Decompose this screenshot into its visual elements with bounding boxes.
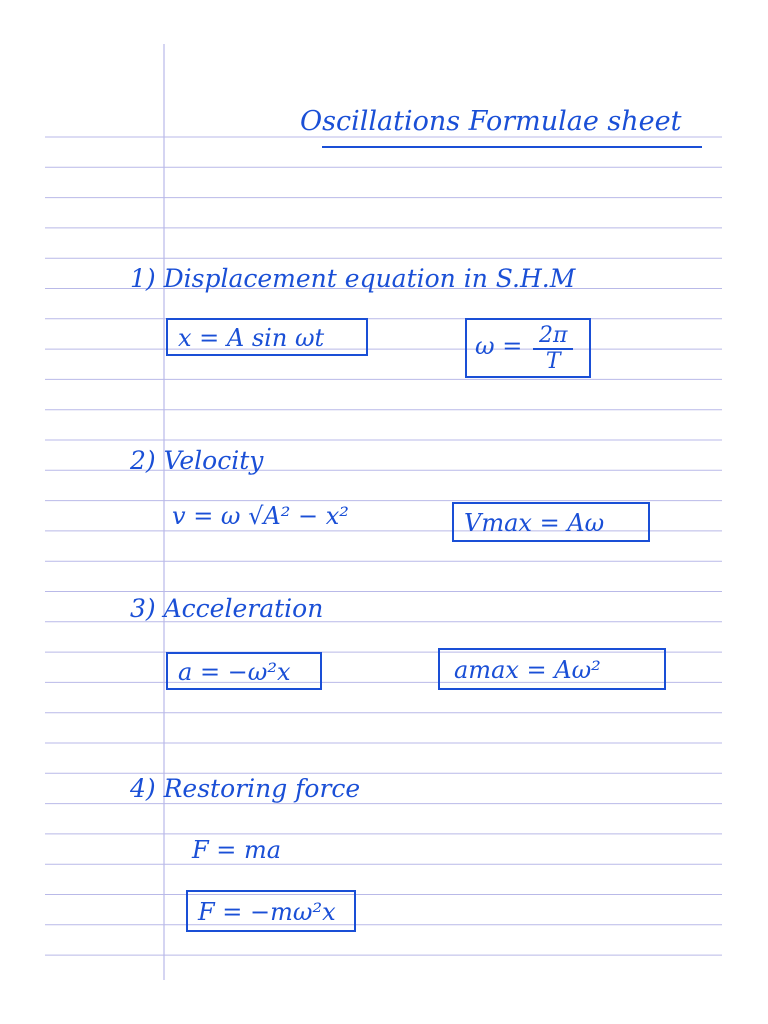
section-4-heading: 4) Restoring force [130,774,361,803]
newton-formula: F = ma [192,836,282,864]
velocity-formula: v = ω √A² − x² [172,502,349,530]
omega-denominator: T [545,349,561,375]
omega-fraction [533,324,573,374]
omega-lhs: ω = [475,332,523,360]
section-1-heading: 1) Displacement equation in S.H.M [130,264,576,293]
vmax-formula: Vmax = Aω [464,509,605,537]
amax-formula-box [438,648,666,690]
section-3-heading: 3) Acceleration [130,594,324,623]
vmax-formula-box [452,502,650,542]
restoring-force-formula-box [186,890,356,932]
omega-numerator: 2π [533,324,573,350]
page-title: Oscillations Formulae sheet [300,106,682,137]
acceleration-formula: a = −ω²x [178,658,291,686]
title-underline [322,146,702,148]
amax-formula: amax = Aω² [454,656,601,684]
section-2-heading: 2) Velocity [130,446,264,475]
acceleration-formula-box [166,652,322,690]
displacement-formula: x = A sin ωt [178,324,325,352]
displacement-formula-box [166,318,368,356]
omega-formula-box [465,318,591,378]
restoring-force-formula: F = −mω²x [198,898,336,926]
